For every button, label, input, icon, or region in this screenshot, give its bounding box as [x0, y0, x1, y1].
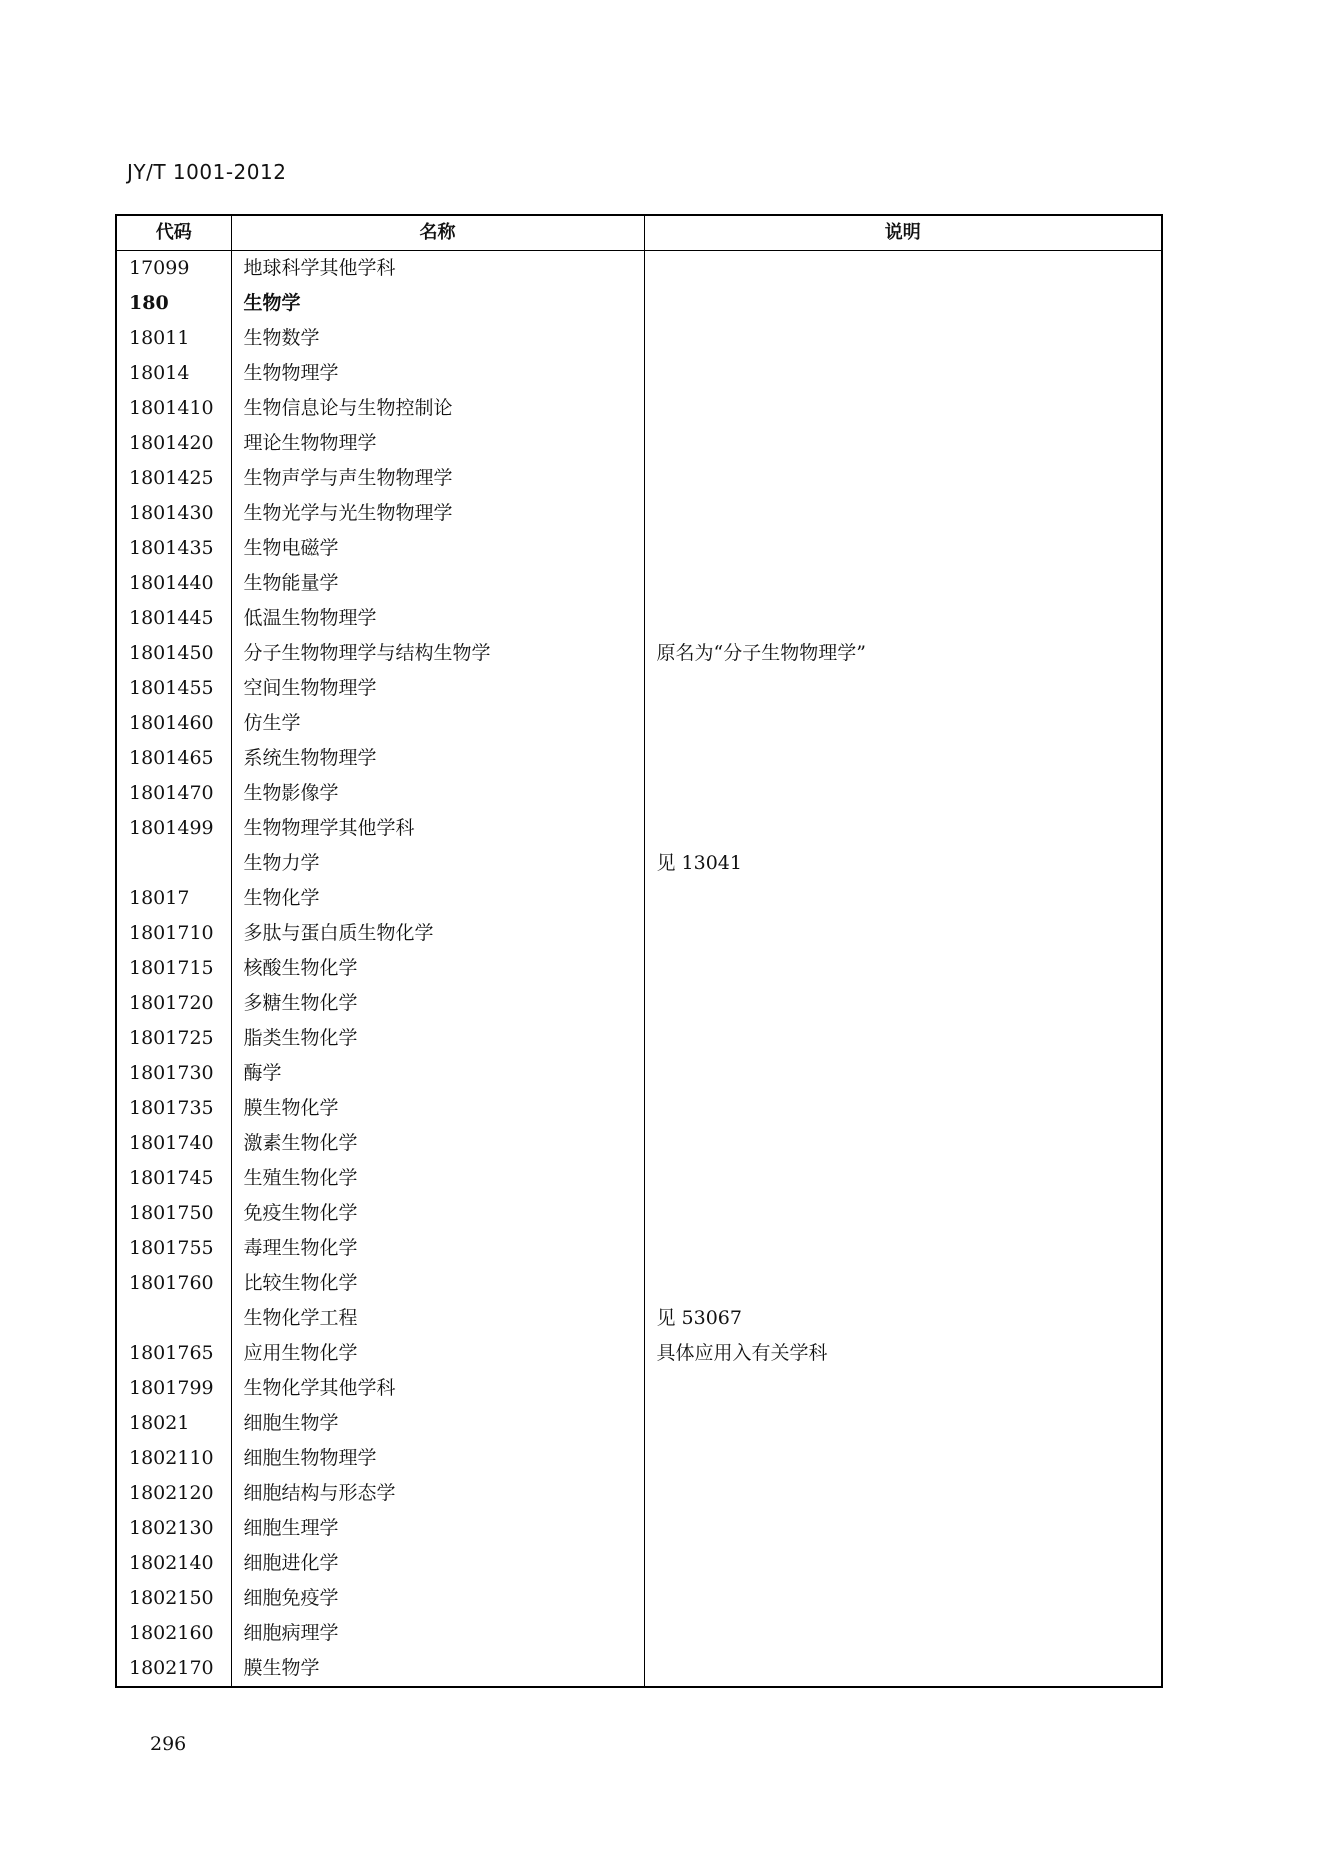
table-row — [116, 1581, 1162, 1616]
discipline-code-table — [115, 214, 1163, 1688]
table-row — [116, 1371, 1162, 1406]
row-note-cell — [644, 1266, 1162, 1301]
table-row — [116, 1056, 1162, 1091]
row-note-cell — [644, 986, 1162, 1021]
table-row — [116, 1231, 1162, 1266]
row-name-cell: 脂类生物化学 — [231, 1021, 644, 1056]
row-name-cell: 分子生物物理学与结构生物学 — [231, 636, 644, 671]
row-name-cell: 低温生物物理学 — [231, 601, 644, 636]
row-note-cell: 具体应用入有关学科 — [644, 1336, 1162, 1371]
table-row — [116, 951, 1162, 986]
row-code-cell: 1801740 — [116, 1126, 231, 1161]
table-row — [116, 811, 1162, 846]
row-note-cell — [644, 881, 1162, 916]
table-row — [116, 1126, 1162, 1161]
row-name-cell: 生物物理学其他学科 — [231, 811, 644, 846]
row-code-cell: 1801420 — [116, 426, 231, 461]
row-name-cell: 多糖生物化学 — [231, 986, 644, 1021]
table-row — [116, 636, 1162, 671]
row-note-cell — [644, 951, 1162, 986]
row-code-cell: 1801465 — [116, 741, 231, 776]
row-name-cell: 应用生物化学 — [231, 1336, 644, 1371]
row-name-cell: 细胞结构与形态学 — [231, 1476, 644, 1511]
row-note-cell — [644, 1476, 1162, 1511]
table-row — [116, 1301, 1162, 1336]
row-code-cell: 1801799 — [116, 1371, 231, 1406]
row-note-cell — [644, 741, 1162, 776]
table-row — [116, 496, 1162, 531]
row-name-cell: 核酸生物化学 — [231, 951, 644, 986]
row-name-cell: 生物信息论与生物控制论 — [231, 391, 644, 426]
row-name-cell: 膜生物学 — [231, 1651, 644, 1687]
row-code-cell: 1802130 — [116, 1511, 231, 1546]
row-code-cell: 1801760 — [116, 1266, 231, 1301]
row-note-cell — [644, 531, 1162, 566]
table-row — [116, 1196, 1162, 1231]
row-name-cell: 生物影像学 — [231, 776, 644, 811]
row-name-cell: 细胞进化学 — [231, 1546, 644, 1581]
table-row — [116, 426, 1162, 461]
table-row — [116, 671, 1162, 706]
row-note-cell — [644, 1196, 1162, 1231]
row-note-cell — [644, 1371, 1162, 1406]
page-number: 296 — [150, 1733, 187, 1755]
row-name-cell: 多肽与蛋白质生物化学 — [231, 916, 644, 951]
row-code-cell: 1801450 — [116, 636, 231, 671]
row-name-cell: 生物电磁学 — [231, 531, 644, 566]
row-code-cell: 1801435 — [116, 531, 231, 566]
row-note-cell — [644, 601, 1162, 636]
table-header-row — [116, 215, 1162, 251]
row-note-cell: 原名为“分子生物物理学” — [644, 636, 1162, 671]
row-name-cell: 生物能量学 — [231, 566, 644, 601]
row-note-cell — [644, 286, 1162, 321]
table-row — [116, 286, 1162, 321]
table-row — [116, 1021, 1162, 1056]
row-name-cell: 生物数学 — [231, 321, 644, 356]
column-header-code: 代码 — [116, 215, 231, 251]
row-code-cell: 1802140 — [116, 1546, 231, 1581]
row-name-cell: 细胞病理学 — [231, 1616, 644, 1651]
row-code-cell: 1801755 — [116, 1231, 231, 1266]
row-note-cell — [644, 321, 1162, 356]
row-code-cell: 1801460 — [116, 706, 231, 741]
row-code-cell: 1801735 — [116, 1091, 231, 1126]
row-note-cell — [644, 1616, 1162, 1651]
row-note-cell — [644, 496, 1162, 531]
row-name-cell: 毒理生物化学 — [231, 1231, 644, 1266]
row-note-cell — [644, 1091, 1162, 1126]
row-name-cell: 比较生物化学 — [231, 1266, 644, 1301]
row-name-cell: 激素生物化学 — [231, 1126, 644, 1161]
row-note-cell — [644, 811, 1162, 846]
row-note-cell — [644, 776, 1162, 811]
row-note-cell — [644, 1511, 1162, 1546]
table-row — [116, 881, 1162, 916]
table-body — [116, 251, 1162, 1688]
row-code-cell: 1802170 — [116, 1651, 231, 1687]
row-code-cell: 1801720 — [116, 986, 231, 1021]
row-name-cell: 酶学 — [231, 1056, 644, 1091]
table-row — [116, 1546, 1162, 1581]
row-note-cell — [644, 461, 1162, 496]
row-note-cell — [644, 1056, 1162, 1091]
row-name-cell: 理论生物物理学 — [231, 426, 644, 461]
row-code-cell: 1802110 — [116, 1441, 231, 1476]
standard-number-header: JY/T 1001-2012 — [127, 160, 287, 184]
row-name-cell: 生物声学与声生物物理学 — [231, 461, 644, 496]
row-note-cell — [644, 1651, 1162, 1687]
row-code-cell: 1801470 — [116, 776, 231, 811]
row-note-cell — [644, 1581, 1162, 1616]
table-row — [116, 1266, 1162, 1301]
row-code-cell: 18021 — [116, 1406, 231, 1441]
row-name-cell: 生物光学与光生物物理学 — [231, 496, 644, 531]
row-code-cell: 1801499 — [116, 811, 231, 846]
row-code-cell: 18011 — [116, 321, 231, 356]
column-header-note: 说明 — [644, 215, 1162, 251]
row-note-cell — [644, 1161, 1162, 1196]
table-row — [116, 391, 1162, 426]
row-name-cell: 生物学 — [231, 286, 644, 321]
table-row — [116, 321, 1162, 356]
table-row — [116, 356, 1162, 391]
row-code-cell: 1801425 — [116, 461, 231, 496]
table-row — [116, 461, 1162, 496]
row-code-cell: 18017 — [116, 881, 231, 916]
row-note-cell — [644, 1546, 1162, 1581]
row-note-cell: 见 13041 — [644, 846, 1162, 881]
row-name-cell: 地球科学其他学科 — [231, 251, 644, 287]
row-note-cell — [644, 1021, 1162, 1056]
row-code-cell: 17099 — [116, 251, 231, 287]
table-row — [116, 741, 1162, 776]
table-row — [116, 846, 1162, 881]
row-name-cell: 膜生物化学 — [231, 1091, 644, 1126]
row-note-cell — [644, 566, 1162, 601]
row-note-cell — [644, 426, 1162, 461]
row-code-cell: 1801430 — [116, 496, 231, 531]
row-code-cell: 18014 — [116, 356, 231, 391]
row-note-cell — [644, 671, 1162, 706]
table-row — [116, 531, 1162, 566]
row-name-cell: 生殖生物化学 — [231, 1161, 644, 1196]
row-note-cell — [644, 391, 1162, 426]
row-name-cell: 生物物理学 — [231, 356, 644, 391]
row-name-cell: 细胞免疫学 — [231, 1581, 644, 1616]
row-name-cell: 细胞生物物理学 — [231, 1441, 644, 1476]
row-note-cell — [644, 356, 1162, 391]
row-code-cell: 1801410 — [116, 391, 231, 426]
row-note-cell — [644, 1231, 1162, 1266]
row-name-cell: 细胞生理学 — [231, 1511, 644, 1546]
row-note-cell: 见 53067 — [644, 1301, 1162, 1336]
table-row — [116, 1616, 1162, 1651]
table-row — [116, 566, 1162, 601]
table-row — [116, 1406, 1162, 1441]
row-note-cell — [644, 251, 1162, 287]
row-name-cell: 生物力学 — [231, 846, 644, 881]
row-name-cell: 生物化学工程 — [231, 1301, 644, 1336]
table-row — [116, 251, 1162, 287]
row-code-cell: 1801730 — [116, 1056, 231, 1091]
table-row — [116, 1441, 1162, 1476]
row-note-cell — [644, 1441, 1162, 1476]
column-header-name: 名称 — [231, 215, 644, 251]
row-code-cell — [116, 846, 231, 881]
row-code-cell: 1802150 — [116, 1581, 231, 1616]
table-row — [116, 776, 1162, 811]
row-name-cell: 仿生学 — [231, 706, 644, 741]
row-note-cell — [644, 1126, 1162, 1161]
row-code-cell: 1801765 — [116, 1336, 231, 1371]
row-code-cell: 1801455 — [116, 671, 231, 706]
row-code-cell: 1801725 — [116, 1021, 231, 1056]
row-name-cell: 生物化学 — [231, 881, 644, 916]
row-note-cell — [644, 706, 1162, 741]
row-code-cell: 1801445 — [116, 601, 231, 636]
row-code-cell: 1802160 — [116, 1616, 231, 1651]
row-code-cell: 1801440 — [116, 566, 231, 601]
row-code-cell: 1801715 — [116, 951, 231, 986]
row-name-cell: 免疫生物化学 — [231, 1196, 644, 1231]
table-row — [116, 1651, 1162, 1687]
row-code-cell: 1801710 — [116, 916, 231, 951]
table-row — [116, 1511, 1162, 1546]
row-name-cell: 空间生物物理学 — [231, 671, 644, 706]
table-row — [116, 1336, 1162, 1371]
row-name-cell: 系统生物物理学 — [231, 741, 644, 776]
table-row — [116, 1091, 1162, 1126]
row-code-cell: 1802120 — [116, 1476, 231, 1511]
table-row — [116, 916, 1162, 951]
row-code-cell: 1801750 — [116, 1196, 231, 1231]
table-row — [116, 601, 1162, 636]
row-code-cell: 180 — [116, 286, 231, 321]
table-row — [116, 1476, 1162, 1511]
row-note-cell — [644, 916, 1162, 951]
table-row — [116, 1161, 1162, 1196]
row-note-cell — [644, 1406, 1162, 1441]
table-row — [116, 706, 1162, 741]
row-name-cell: 生物化学其他学科 — [231, 1371, 644, 1406]
row-code-cell — [116, 1301, 231, 1336]
row-name-cell: 细胞生物学 — [231, 1406, 644, 1441]
row-code-cell: 1801745 — [116, 1161, 231, 1196]
table-row — [116, 986, 1162, 1021]
